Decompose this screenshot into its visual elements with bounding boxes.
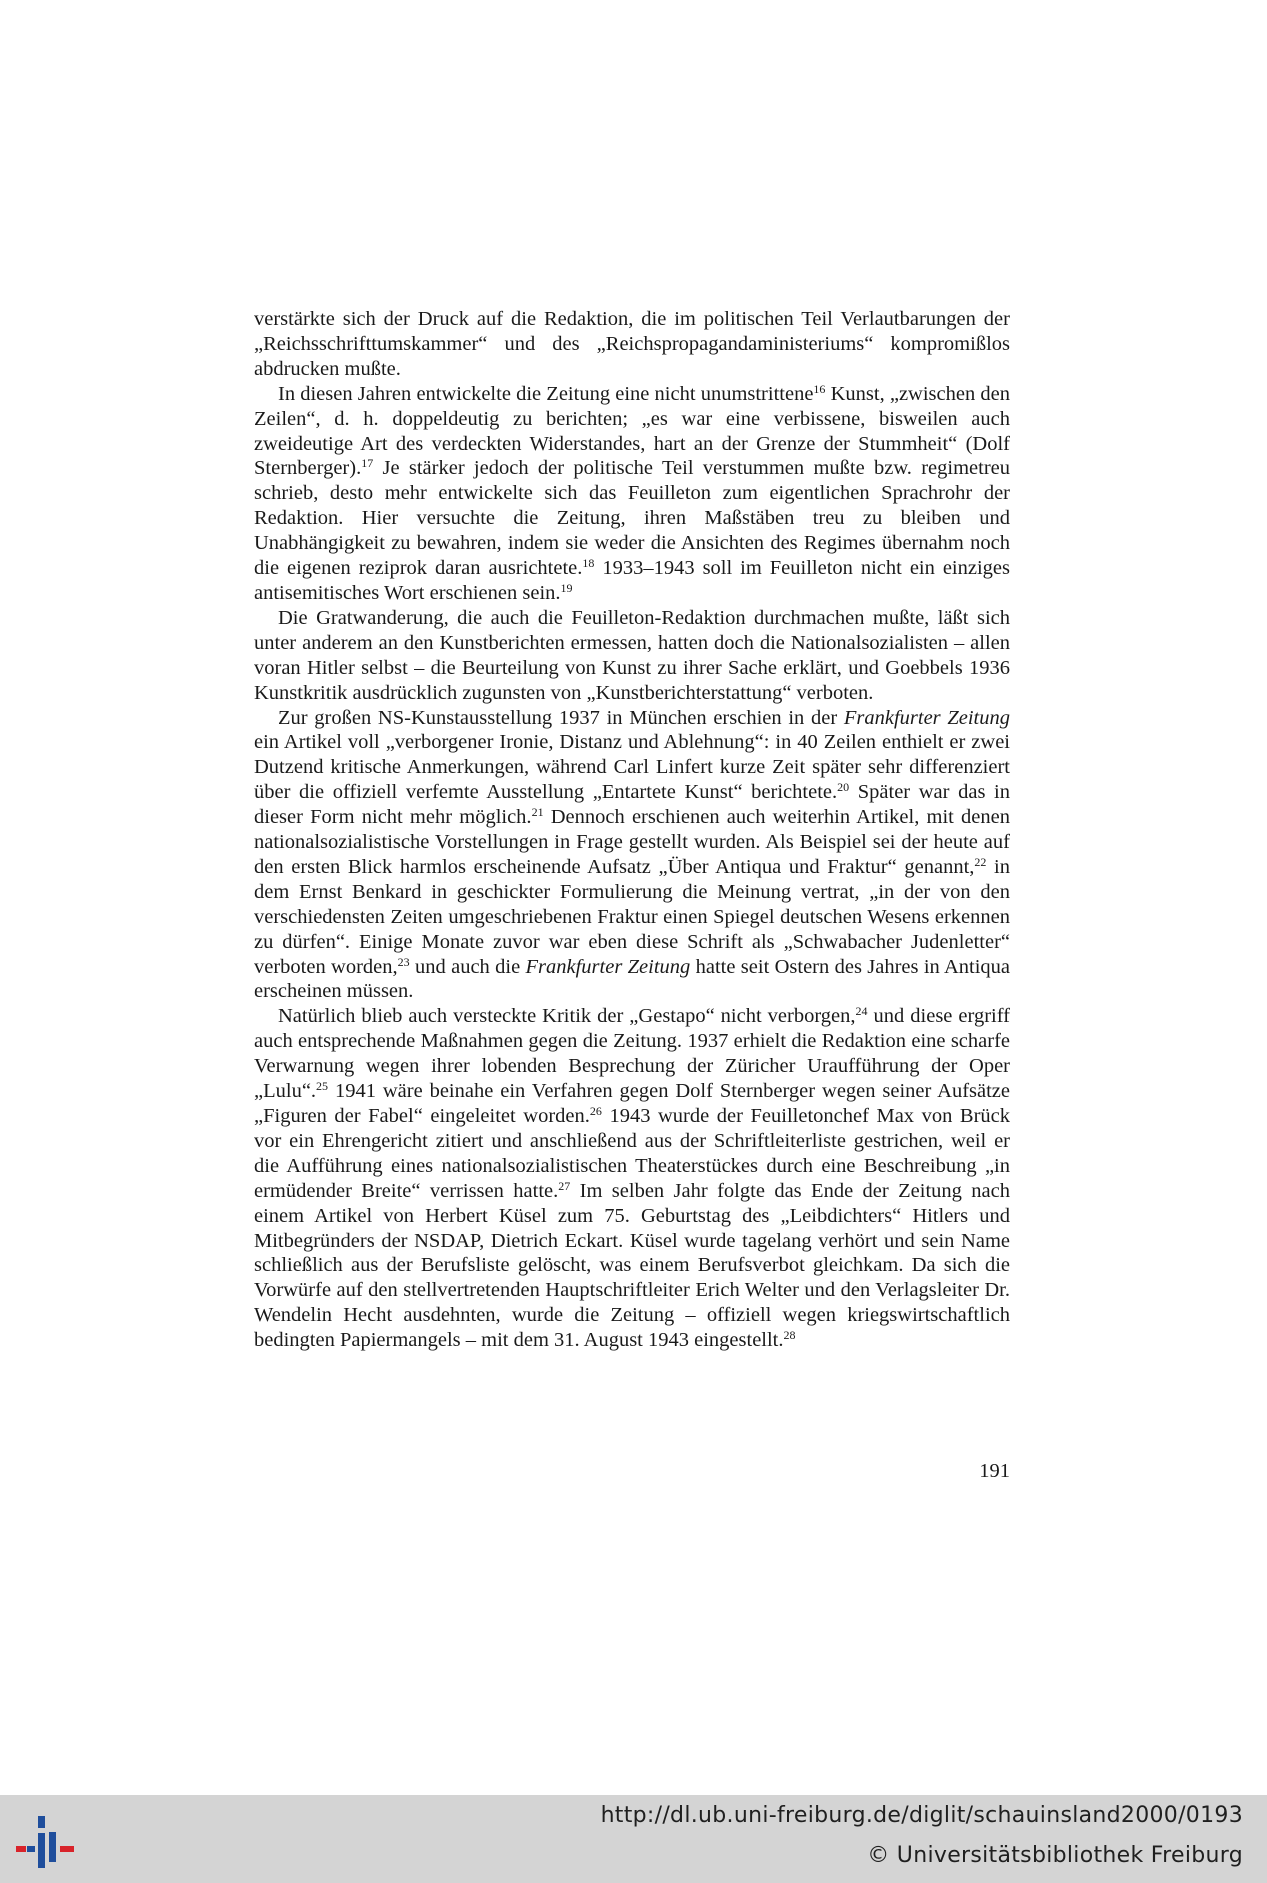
text-run: Je stärker jedoch der politische Teil verstummen mußte bzw. regimetreu schrieb, desto mehr entwickelte sich das Feuilleton zum eigentlichen Sprachrohr der Redaktion. Hier versuchte die Zeitung, ihren Maßstäben treu zu bleiben und Unabhängigkeit zu bewahren, indem sie weder die Ansichten des Regimes übernahm noch die eigenen reziprok daran ausrichtete. <box>254 457 1010 580</box>
text-run: In diesen Jahren entwickelte die Zeitung eine nicht unumstrittene <box>278 382 814 405</box>
italic-title: Frankfurter Zeitung <box>843 706 1010 729</box>
text-run: Später war das in dieser Form nicht mehr möglich. <box>254 781 1011 829</box>
page-number: 191 <box>979 1460 1010 1482</box>
text-run: ein Artikel voll „verborgener Ironie, Distanz und Ablehnung“: in 40 Zeilen enthielt er zwei Dutzend kritische Anmerkungen, während Carl Linfert kurze Zeit später sehr differenziert über die offiziell verfemte Ausstellung „Entartete Kunst“ berichtete. <box>254 731 1010 804</box>
body-text <box>254 307 1010 1353</box>
footer-bar <box>0 1795 1267 1883</box>
footnote-ref: 28 <box>783 1328 796 1343</box>
footnote-ref: 25 <box>316 1079 329 1094</box>
footnote-ref: 19 <box>560 580 573 595</box>
footnote-ref: 24 <box>855 1004 868 1019</box>
text-run: Zur großen NS-Kunstausstellung 1937 in München erschien in der <box>278 706 844 729</box>
text-run: 1943 wurde der Feuilletonchef Max von Brück vor ein Ehrengericht zitiert und anschließend aus der Schriftleiterliste gestrichen, weil er die Aufführung eines nationalsozialistischen Theaterstückes durch eine Beschreibung „in ermüdender Breite“ verrissen hatte. <box>254 1105 1010 1202</box>
text-run: Im selben Jahr folgte das Ende der Zeitung nach einem Artikel von Herbert Küsel zum 75. Geburtstag des „Leibdichters“ Hitlers und Mitbegründers der NSDAP, Dietrich Eckart. Küsel wurde tagelang verhört und sein Name schließlich aus der Berufsliste gelöscht, was einem Berufsverbot gleichkam. Da sich die Vorwürfe auf den stellvertretenden Hauptschriftleiter Erich Welter und den Verlagsleiter Dr. Wendelin Hecht ausdehnten, wurde die Zeitung – offiziell wegen kriegswirtschaftlich bedingten Papiermangels – mit dem 31. August 1943 eingestellt. <box>254 1179 1010 1352</box>
text-run: Dennoch erschienen auch weiterhin Artikel, mit denen nationalsozialistische Vorstellungen in Frage gestellt wurden. Als Beispiel sei der heute auf den ersten Blick harmlos erscheinende Aufsatz „Über Antiqua und Fraktur“ genannt, <box>254 806 1011 878</box>
footnote-ref: 16 <box>813 381 826 396</box>
footnote-ref: 21 <box>531 805 544 820</box>
permalink-url[interactable]: http://dl.ub.uni-freiburg.de/diglit/schauinsland2000/0193 <box>600 1803 1243 1828</box>
text-run: verstärkte sich der Druck auf die Redaktion, die im politischen Teil Verlautbarungen der „Reichsschrifttumskammer“ und des „Reichspropagandaministeriums“ kompromißlos abdrucken mußte. <box>254 308 1010 380</box>
footnote-ref: 27 <box>558 1178 571 1193</box>
footnote-ref: 17 <box>361 456 374 471</box>
copyright-notice: © Universitätsbibliothek Freiburg <box>867 1843 1243 1868</box>
text-run: 1941 wäre beinahe ein Verfahren gegen Dolf Sternberger wegen seiner Aufsätze „Figuren der Fabel“ eingeleitet worden. <box>254 1080 1010 1127</box>
footnote-ref: 26 <box>589 1104 602 1118</box>
paragraph <box>254 307 1010 382</box>
text-run: Kunst, „zwischen den Zeilen“, d. h. doppeldeutig zu berichten; „es war eine verbissene, bisweilen auch zweideutige Art des verdeckten Widerstandes, hart an der Grenze der Stummheit“ (Dolf Sternberger). <box>254 382 1010 480</box>
text-run: 1933–1943 soll im Feuilleton nicht ein einziges antisemitisches Wort erschienen sein. <box>254 557 1010 604</box>
italic-title: Frankfurter Zeitung <box>525 955 691 978</box>
footnote-ref: 23 <box>397 954 410 969</box>
text-run: hatte seit Ostern des Jahres in Antiqua erscheinen müssen. <box>254 955 1011 1003</box>
paragraph <box>254 1004 1010 1353</box>
text-run: und auch die <box>409 955 526 978</box>
paragraph <box>254 606 1010 706</box>
footnote-ref: 18 <box>582 556 595 571</box>
paragraph <box>254 706 1010 1005</box>
footnote-ref: 22 <box>974 854 987 869</box>
ub-freiburg-logo-icon <box>14 1808 80 1874</box>
footnote-ref: 20 <box>837 780 850 795</box>
text-run: in dem Ernst Benkard in geschickter Formulierung die Meinung vertrat, „in der von den verschiedensten Zeiten umgeschriebenen Fraktur einen Spiegel deutschen Wesens erkennen zu dürfen“. Einige Monate zuvor war eben diese Schrift als „Schwabacher Judenletter“ verboten worden, <box>254 855 1010 978</box>
text-run: Natürlich blieb auch versteckte Kritik der „Gestapo“ nicht verborgen, <box>278 1005 856 1028</box>
paragraph <box>254 382 1010 606</box>
text-run: und diese ergriff auch entsprechende Maßnahmen gegen die Zeitung. 1937 erhielt die Redaktion eine scharfe Verwarnung wegen ihrer lobenden Besprechung der Züricher Uraufführung der Oper „Lulu“. <box>254 1005 1010 1103</box>
text-run: Die Gratwanderung, die auch die Feuilleton-Redaktion durchmachen mußte, läßt sich unter anderem an den Kunstberichten ermessen, hatten doch die Nationalsozialisten – allen voran Hitler selbst – die Beurteilung von Kunst zu ihrer Sache erklärt, und Goebbels 1936 Kunstkritik ausdrücklich zugunsten von „Kunstberichterstattung“ verboten. <box>254 606 1010 704</box>
